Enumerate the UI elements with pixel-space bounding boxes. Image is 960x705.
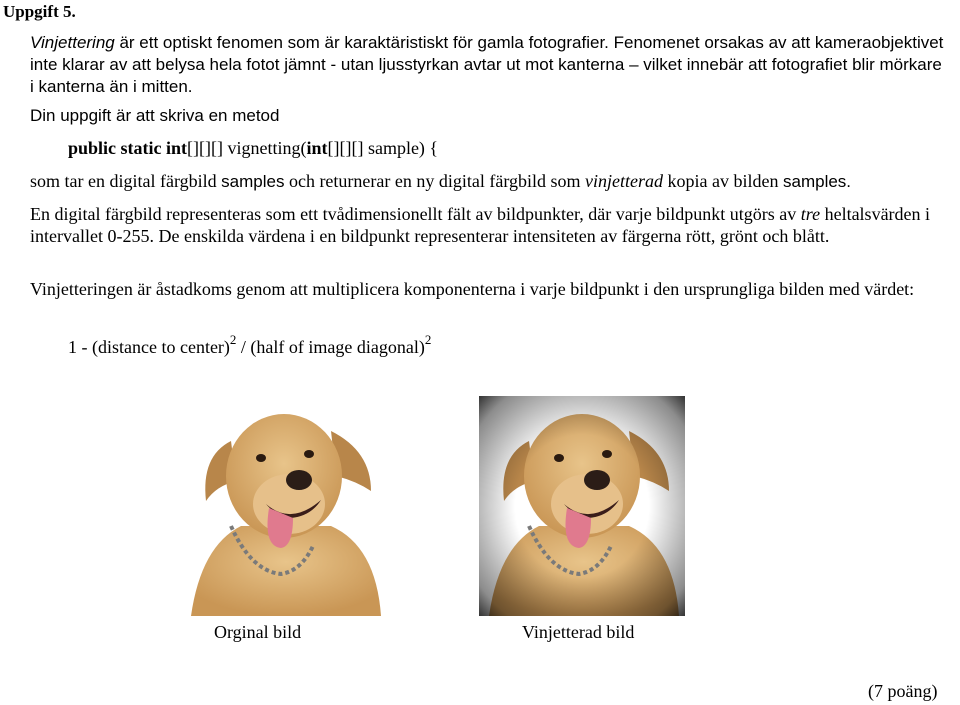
paragraph-1-text: är ett optiskt fenomen som är karaktäristiskt för gamla fotografier. Fenomenet orsakas av att kameraobjektivet inte klarar av att belysa hela fotot jämnt - utan ljusstyrkan avtar ut mot kanterna – vilket innebär att fotografiet blir mörkare i kanterna än i mitten.: [30, 33, 944, 96]
vignetting-formula: [68, 334, 431, 358]
description-part-c: kopia av bilden: [663, 171, 783, 191]
caption-vignetted-image: Vinjetterad bild: [522, 622, 635, 642]
formula-part-a: 1 - (distance to center): [68, 337, 230, 357]
vignetted-dog-image: [479, 396, 685, 616]
method-signature: [68, 138, 438, 159]
paragraph-vignetting-method: Vinjetteringen är åstadkoms genom att multiplicera komponenterna i varje bildpunkt i den ursprungliga bilden med värdet:: [30, 279, 915, 299]
paragraph-2-part-a: En digital färgbild representeras som ett tvådimensionellt fält av bildpunkter, där varje bildpunkt utgörs av: [30, 204, 801, 224]
term-vinjetterad: vinjetterad: [585, 171, 664, 191]
term-tre: tre: [800, 204, 821, 224]
paragraph-image-representation: [30, 203, 960, 247]
method-description: [30, 171, 851, 192]
description-part-b: och returnerar en ny digital färgbild som: [284, 171, 586, 191]
paragraph-vignetting-definition: [30, 32, 950, 98]
description-part-a: som tar en digital färgbild: [30, 171, 222, 191]
signature-part-2: [][][] sample) {: [327, 138, 439, 158]
task-title: Uppgift 5.: [3, 2, 76, 21]
samples-code-1: samples: [221, 172, 285, 191]
keyword-int: int: [306, 138, 328, 158]
original-dog-image: [181, 396, 387, 616]
formula-exponent-1: 2: [229, 332, 237, 347]
signature-part-1: [][][] vignetting(: [187, 138, 307, 158]
keyword-public-static-int: public static int: [68, 138, 188, 158]
samples-code-2: samples.: [783, 172, 852, 191]
formula-part-b: / (half of image diagonal): [236, 337, 425, 357]
caption-original-image: Orginal bild: [214, 622, 302, 642]
term-vinjettering: Vinjettering: [30, 33, 115, 52]
task-intro: Din uppgift är att skriva en metod: [30, 106, 280, 125]
dog-illustration-original: [181, 396, 387, 616]
formula-exponent-2: 2: [424, 332, 432, 347]
paragraph-2-part-b: heltalsvärden i intervallet 0-255. De enskilda värdena i en bildpunkt representerar intensiteten av färgerna rött, grönt och blått.: [30, 204, 931, 246]
points-label: (7 poäng): [868, 681, 938, 701]
dog-illustration-vignetted: [479, 396, 685, 616]
